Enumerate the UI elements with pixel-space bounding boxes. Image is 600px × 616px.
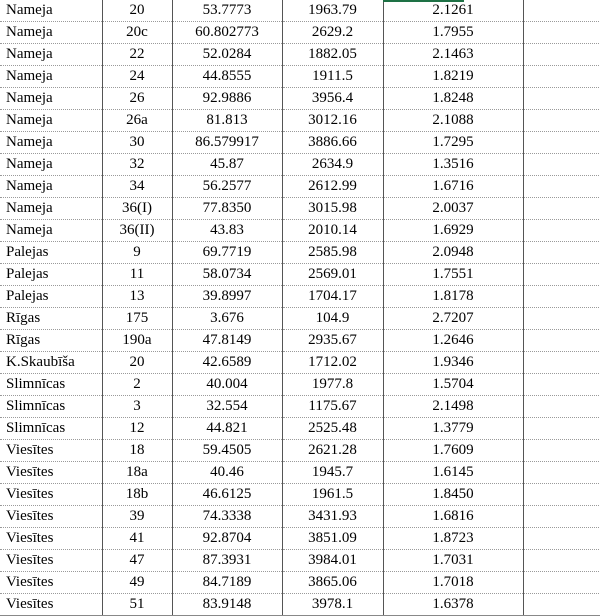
cell-value[interactable]: 1712.02 xyxy=(282,352,383,374)
cell-value[interactable]: 3431.93 xyxy=(282,506,383,528)
cell-empty[interactable] xyxy=(523,264,600,286)
cell-area[interactable]: 86.579917 xyxy=(172,132,282,154)
cell-street[interactable]: Viesītes xyxy=(0,550,102,572)
cell-value[interactable]: 2010.14 xyxy=(282,220,383,242)
cell-coefficient[interactable]: 1.3516 xyxy=(383,154,523,176)
cell-empty[interactable] xyxy=(523,594,600,616)
cell-area[interactable]: 92.9886 xyxy=(172,88,282,110)
cell-coefficient[interactable]: 1.5704 xyxy=(383,374,523,396)
cell-coefficient[interactable]: 1.6816 xyxy=(383,506,523,528)
cell-value[interactable]: 3984.01 xyxy=(282,550,383,572)
cell-value[interactable]: 2935.67 xyxy=(282,330,383,352)
cell-street[interactable]: Nameja xyxy=(0,220,102,242)
cell-area[interactable]: 3.676 xyxy=(172,308,282,330)
cell-area[interactable]: 40.004 xyxy=(172,374,282,396)
cell-coefficient[interactable]: 1.8723 xyxy=(383,528,523,550)
cell-empty[interactable] xyxy=(523,66,600,88)
cell-area[interactable]: 81.813 xyxy=(172,110,282,132)
cell-area[interactable]: 87.3931 xyxy=(172,550,282,572)
cell-empty[interactable] xyxy=(523,550,600,572)
cell-house-number[interactable]: 2 xyxy=(102,374,172,396)
cell-house-number[interactable]: 190a xyxy=(102,330,172,352)
table-row xyxy=(0,176,600,198)
cell-house-number[interactable]: 175 xyxy=(102,308,172,330)
cell-house-number[interactable]: 18a xyxy=(102,462,172,484)
cell-house-number[interactable]: 22 xyxy=(102,44,172,66)
table-row xyxy=(0,374,600,396)
cell-street[interactable]: Nameja xyxy=(0,198,102,220)
cell-coefficient[interactable]: 1.8248 xyxy=(383,88,523,110)
cell-coefficient[interactable]: 1.8178 xyxy=(383,286,523,308)
table-row xyxy=(0,220,600,242)
cell-street[interactable]: Viesītes xyxy=(0,484,102,506)
cell-house-number[interactable]: 30 xyxy=(102,132,172,154)
cell-house-number[interactable]: 20 xyxy=(102,0,172,22)
table-row xyxy=(0,308,600,330)
cell-area[interactable]: 43.83 xyxy=(172,220,282,242)
table-row xyxy=(0,66,600,88)
cell-area[interactable]: 53.7773 xyxy=(172,0,282,22)
cell-value[interactable]: 3956.4 xyxy=(282,88,383,110)
cell-value[interactable]: 2569.01 xyxy=(282,264,383,286)
cell-house-number[interactable]: 18b xyxy=(102,484,172,506)
table-row xyxy=(0,154,600,176)
cell-house-number[interactable]: 26a xyxy=(102,110,172,132)
cell-area[interactable]: 44.821 xyxy=(172,418,282,440)
cell-value[interactable]: 1882.05 xyxy=(282,44,383,66)
cell-coefficient[interactable]: 2.1463 xyxy=(383,44,523,66)
table-row xyxy=(0,110,600,132)
table-row xyxy=(0,528,600,550)
cell-value[interactable]: 1945.7 xyxy=(282,462,383,484)
cell-street[interactable]: Nameja xyxy=(0,176,102,198)
cell-coefficient[interactable]: 1.6378 xyxy=(383,594,523,616)
table-row xyxy=(0,132,600,154)
cell-value[interactable]: 2629.2 xyxy=(282,22,383,44)
cell-coefficient[interactable]: 1.2646 xyxy=(383,330,523,352)
table-row xyxy=(0,264,600,286)
cell-street[interactable]: Rīgas xyxy=(0,308,102,330)
cell-empty[interactable] xyxy=(523,44,600,66)
cell-coefficient[interactable]: 1.7955 xyxy=(383,22,523,44)
table-row xyxy=(0,550,600,572)
table-row xyxy=(0,44,600,66)
cell-area[interactable]: 84.7189 xyxy=(172,572,282,594)
table-row xyxy=(0,572,600,594)
cell-empty[interactable] xyxy=(523,484,600,506)
cell-area[interactable]: 42.6589 xyxy=(172,352,282,374)
cell-house-number[interactable]: 51 xyxy=(102,594,172,616)
cell-value[interactable]: 2634.9 xyxy=(282,154,383,176)
cell-empty[interactable] xyxy=(523,220,600,242)
cell-area[interactable]: 69.7719 xyxy=(172,242,282,264)
cell-street[interactable]: Viesītes xyxy=(0,572,102,594)
cell-coefficient[interactable]: 1.8219 xyxy=(383,66,523,88)
cell-value[interactable]: 1963.79 xyxy=(282,0,383,22)
cell-empty[interactable] xyxy=(523,88,600,110)
cell-house-number[interactable]: 18 xyxy=(102,440,172,462)
cell-value[interactable]: 1961.5 xyxy=(282,484,383,506)
cell-area[interactable]: 52.0284 xyxy=(172,44,282,66)
cell-value[interactable]: 3865.06 xyxy=(282,572,383,594)
cell-coefficient[interactable]: 2.0037 xyxy=(383,198,523,220)
cell-house-number[interactable]: 32 xyxy=(102,154,172,176)
cell-empty[interactable] xyxy=(523,374,600,396)
cell-empty[interactable] xyxy=(523,572,600,594)
cell-empty[interactable] xyxy=(523,154,600,176)
cell-house-number[interactable]: 20c xyxy=(102,22,172,44)
cell-house-number[interactable]: 39 xyxy=(102,506,172,528)
cell-value[interactable]: 3012.16 xyxy=(282,110,383,132)
cell-coefficient[interactable]: 2.1261 xyxy=(383,0,523,22)
cell-coefficient[interactable]: 1.9346 xyxy=(383,352,523,374)
cell-street[interactable]: Rīgas xyxy=(0,330,102,352)
table-row xyxy=(0,396,600,418)
cell-house-number[interactable]: 49 xyxy=(102,572,172,594)
cell-street[interactable]: Nameja xyxy=(0,44,102,66)
cell-coefficient[interactable]: 1.6716 xyxy=(383,176,523,198)
cell-street[interactable]: Nameja xyxy=(0,132,102,154)
cell-empty[interactable] xyxy=(523,176,600,198)
cell-coefficient[interactable]: 1.7609 xyxy=(383,440,523,462)
active-cell-indicator xyxy=(383,0,464,2)
cell-area[interactable]: 45.87 xyxy=(172,154,282,176)
cell-coefficient[interactable]: 1.6929 xyxy=(383,220,523,242)
cell-coefficient[interactable]: 1.7551 xyxy=(383,264,523,286)
cell-house-number[interactable]: 24 xyxy=(102,66,172,88)
cell-area[interactable]: 56.2577 xyxy=(172,176,282,198)
cell-area[interactable]: 44.8555 xyxy=(172,66,282,88)
cell-area[interactable]: 74.3338 xyxy=(172,506,282,528)
cell-house-number[interactable]: 34 xyxy=(102,176,172,198)
cell-value[interactable]: 3978.1 xyxy=(282,594,383,616)
cell-coefficient[interactable]: 1.7018 xyxy=(383,572,523,594)
cell-area[interactable]: 39.8997 xyxy=(172,286,282,308)
cell-house-number[interactable]: 36(I) xyxy=(102,198,172,220)
cell-empty[interactable] xyxy=(523,506,600,528)
cell-area[interactable]: 32.554 xyxy=(172,396,282,418)
cell-coefficient[interactable]: 1.8450 xyxy=(383,484,523,506)
cell-coefficient[interactable]: 2.0948 xyxy=(383,242,523,264)
table-row xyxy=(0,286,600,308)
cell-empty[interactable] xyxy=(523,352,600,374)
cell-value[interactable]: 2621.28 xyxy=(282,440,383,462)
cell-street[interactable]: Nameja xyxy=(0,0,102,22)
cell-value[interactable]: 3851.09 xyxy=(282,528,383,550)
cell-empty[interactable] xyxy=(523,418,600,440)
cell-empty[interactable] xyxy=(523,440,600,462)
cell-street[interactable]: Nameja xyxy=(0,22,102,44)
cell-value[interactable]: 2612.99 xyxy=(282,176,383,198)
cell-area[interactable]: 59.4505 xyxy=(172,440,282,462)
table-row xyxy=(0,330,600,352)
table-row xyxy=(0,462,600,484)
table-row xyxy=(0,418,600,440)
cell-coefficient[interactable]: 2.1088 xyxy=(383,110,523,132)
table-row xyxy=(0,352,600,374)
cell-value[interactable]: 1911.5 xyxy=(282,66,383,88)
cell-street[interactable]: Palejas xyxy=(0,242,102,264)
cell-house-number[interactable]: 13 xyxy=(102,286,172,308)
table-row xyxy=(0,22,600,44)
cell-street[interactable]: Palejas xyxy=(0,286,102,308)
cell-street[interactable]: Viesītes xyxy=(0,506,102,528)
cell-coefficient[interactable]: 1.3779 xyxy=(383,418,523,440)
cell-street[interactable]: Palejas xyxy=(0,264,102,286)
cell-value[interactable]: 3015.98 xyxy=(282,198,383,220)
cell-house-number[interactable]: 12 xyxy=(102,418,172,440)
cell-house-number[interactable]: 26 xyxy=(102,88,172,110)
cell-empty[interactable] xyxy=(523,528,600,550)
cell-street[interactable]: Slimnīcas xyxy=(0,418,102,440)
table-row xyxy=(0,594,600,616)
cell-street[interactable]: Nameja xyxy=(0,66,102,88)
cell-value[interactable]: 1175.67 xyxy=(282,396,383,418)
cell-house-number[interactable]: 36(II) xyxy=(102,220,172,242)
cell-empty[interactable] xyxy=(523,462,600,484)
table-row xyxy=(0,242,600,264)
cell-area[interactable]: 58.0734 xyxy=(172,264,282,286)
cell-street[interactable]: Viesītes xyxy=(0,528,102,550)
cell-coefficient[interactable]: 1.7031 xyxy=(383,550,523,572)
cell-house-number[interactable]: 20 xyxy=(102,352,172,374)
table-row xyxy=(0,198,600,220)
cell-area[interactable]: 77.8350 xyxy=(172,198,282,220)
cell-house-number[interactable]: 11 xyxy=(102,264,172,286)
cell-empty[interactable] xyxy=(523,110,600,132)
cell-street[interactable]: Nameja xyxy=(0,110,102,132)
cell-house-number[interactable]: 9 xyxy=(102,242,172,264)
table-row xyxy=(0,440,600,462)
cell-empty[interactable] xyxy=(523,132,600,154)
cell-empty[interactable] xyxy=(523,198,600,220)
cell-street[interactable]: Viesītes xyxy=(0,462,102,484)
cell-street[interactable]: Slimnīcas xyxy=(0,374,102,396)
cell-value[interactable]: 104.9 xyxy=(282,308,383,330)
cell-coefficient[interactable]: 1.6145 xyxy=(383,462,523,484)
cell-house-number[interactable]: 47 xyxy=(102,550,172,572)
cell-area[interactable]: 60.802773 xyxy=(172,22,282,44)
table-row xyxy=(0,0,600,22)
cell-empty[interactable] xyxy=(523,308,600,330)
cell-area[interactable]: 92.8704 xyxy=(172,528,282,550)
cell-empty[interactable] xyxy=(523,0,600,22)
table-row xyxy=(0,506,600,528)
cell-street[interactable]: Nameja xyxy=(0,154,102,176)
cell-area[interactable]: 46.6125 xyxy=(172,484,282,506)
table-row xyxy=(0,88,600,110)
cell-street[interactable]: K.Skaubīša xyxy=(0,352,102,374)
cell-value[interactable]: 1977.8 xyxy=(282,374,383,396)
cell-area[interactable]: 47.8149 xyxy=(172,330,282,352)
cell-value[interactable]: 2585.98 xyxy=(282,242,383,264)
cell-empty[interactable] xyxy=(523,22,600,44)
cell-coefficient[interactable]: 2.7207 xyxy=(383,308,523,330)
cell-house-number[interactable]: 3 xyxy=(102,396,172,418)
cell-empty[interactable] xyxy=(523,330,600,352)
cell-empty[interactable] xyxy=(523,286,600,308)
cell-street[interactable]: Viesītes xyxy=(0,440,102,462)
table-row xyxy=(0,484,600,506)
cell-value[interactable]: 2525.48 xyxy=(282,418,383,440)
cell-street[interactable]: Viesītes xyxy=(0,594,102,616)
cell-value[interactable]: 1704.17 xyxy=(282,286,383,308)
cell-street[interactable]: Nameja xyxy=(0,88,102,110)
cell-empty[interactable] xyxy=(523,242,600,264)
cell-empty[interactable] xyxy=(523,396,600,418)
cell-street[interactable]: Slimnīcas xyxy=(0,396,102,418)
cell-area[interactable]: 83.9148 xyxy=(172,594,282,616)
cell-house-number[interactable]: 41 xyxy=(102,528,172,550)
cell-value[interactable]: 3886.66 xyxy=(282,132,383,154)
cell-area[interactable]: 40.46 xyxy=(172,462,282,484)
cell-coefficient[interactable]: 2.1498 xyxy=(383,396,523,418)
cell-coefficient[interactable]: 1.7295 xyxy=(383,132,523,154)
